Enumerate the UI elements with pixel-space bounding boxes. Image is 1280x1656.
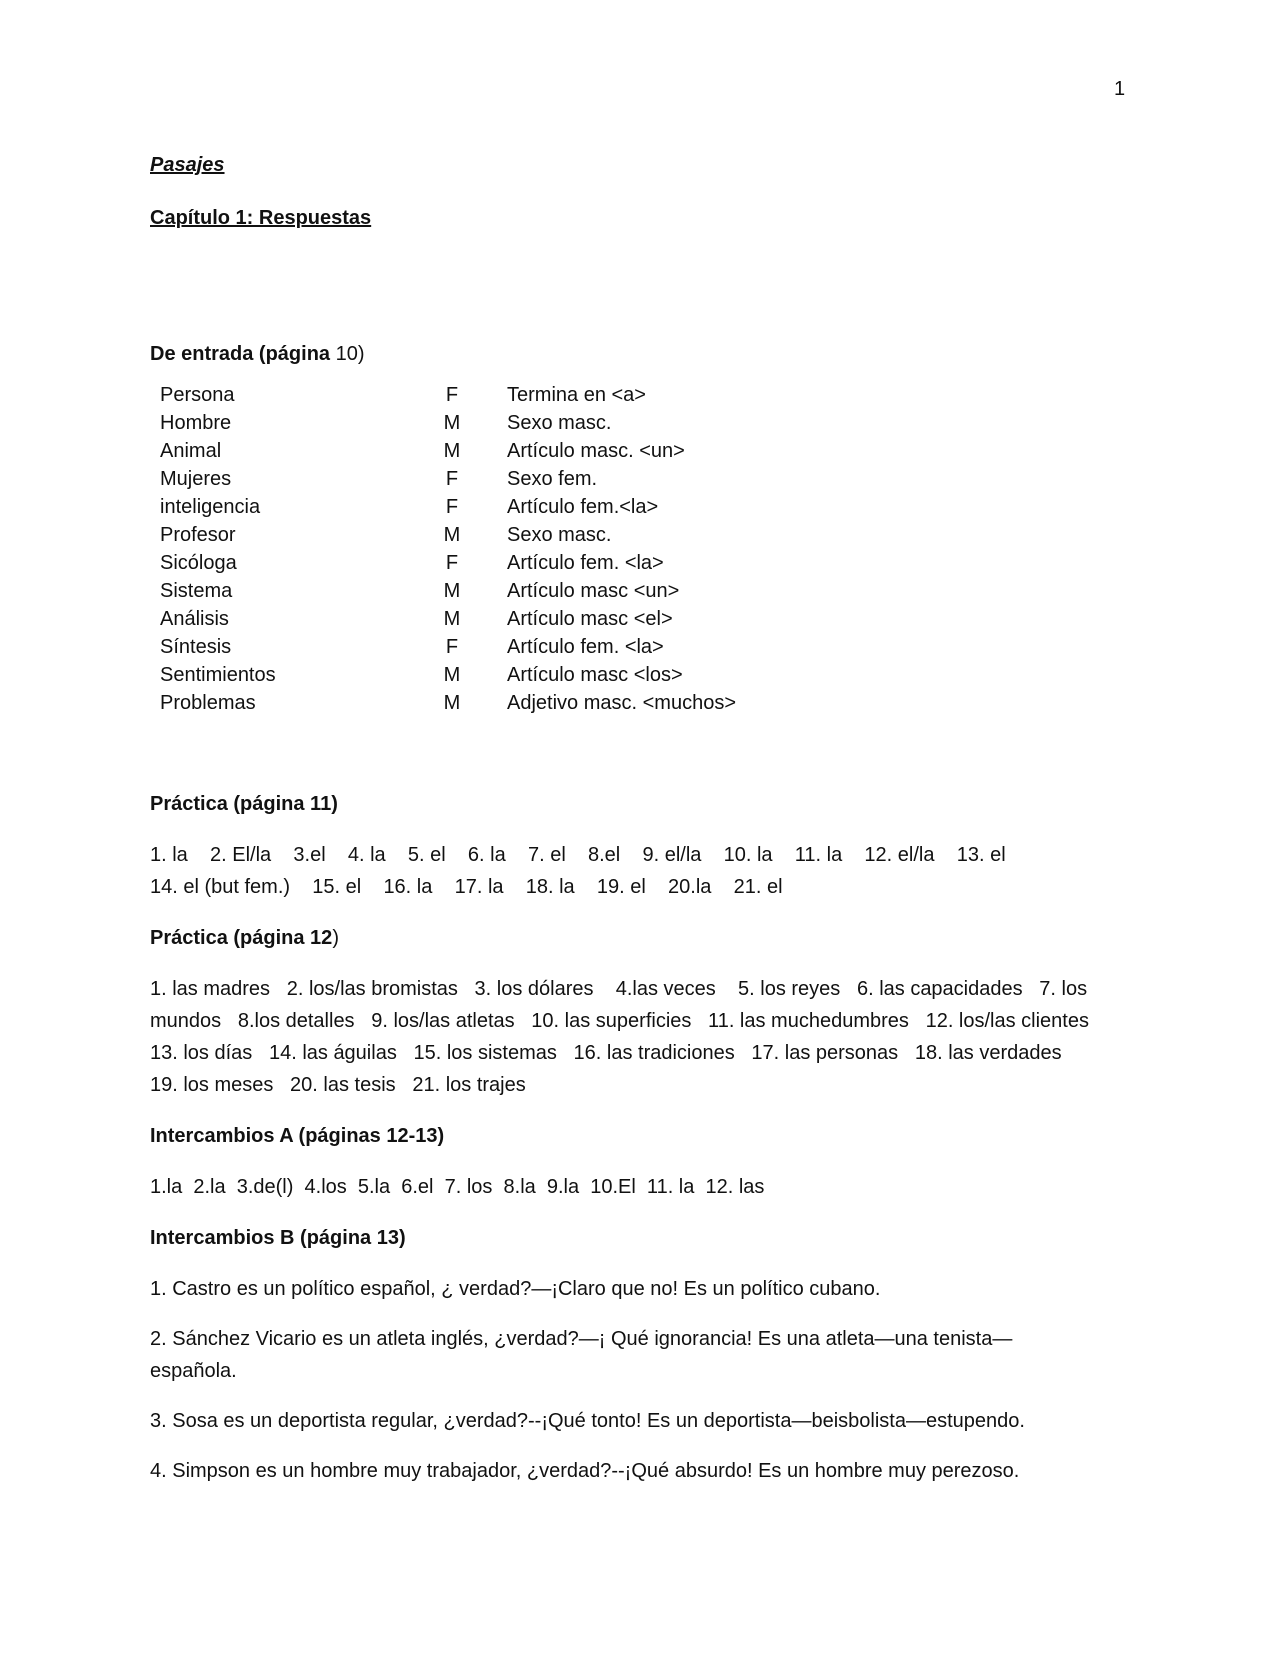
word-cell: inteligencia xyxy=(160,496,261,518)
reason-cell: Artículo fem. <la> xyxy=(507,636,664,658)
gender-cell: F xyxy=(445,468,459,490)
document-body xyxy=(150,148,1150,1487)
word-cell: Persona xyxy=(160,384,235,406)
table-row xyxy=(150,465,1150,493)
gender-cell: M xyxy=(443,580,461,602)
gender-cell: M xyxy=(443,608,461,630)
table-row xyxy=(150,409,1150,437)
word-cell: Animal xyxy=(160,440,222,462)
de-entrada-heading xyxy=(150,337,1150,371)
gender-cell: M xyxy=(443,664,461,686)
practica-12-heading-bold: Práctica (página 12 xyxy=(150,927,333,949)
reason-cell: Artículo masc. <un> xyxy=(507,440,685,462)
item-line: española. xyxy=(150,1360,237,1382)
word-cell: Mujeres xyxy=(160,468,232,490)
intercambios-b-item xyxy=(150,1323,1150,1387)
reason-cell: Sexo masc. xyxy=(507,412,612,434)
de-entrada-heading-rest: 10) xyxy=(330,343,365,365)
reason-cell: Artículo masc <el> xyxy=(507,608,673,630)
practica-12-heading xyxy=(150,921,1150,955)
practica-12-answers xyxy=(150,973,1150,1101)
word-cell: Sicóloga xyxy=(160,552,237,574)
answer-line: 1. la 2. El/la 3.el 4. la 5. el 6. la 7. el 8.el 9. el/la 10. la 11. la 12. el/la 13. el xyxy=(150,844,1006,866)
word-cell: Análisis xyxy=(160,608,229,630)
word-cell: Profesor xyxy=(160,524,236,546)
de-entrada-heading-bold: De entrada (página xyxy=(150,343,331,365)
gender-cell: F xyxy=(445,552,459,574)
word-cell: Síntesis xyxy=(160,636,232,658)
reason-cell: Artículo masc <un> xyxy=(507,580,680,602)
table-row xyxy=(150,381,1150,409)
item-line: 1. Castro es un político español, ¿ verdad?—¡Claro que no! Es un político cubano. xyxy=(150,1278,881,1300)
answer-line: 1. las madres 2. los/las bromistas 3. los dólares 4.las veces 5. los reyes 6. las capacidades 7. los xyxy=(150,978,1088,1000)
answer-line: 19. los meses 20. las tesis 21. los trajes xyxy=(150,1074,526,1096)
intercambios-b-item xyxy=(150,1405,1150,1437)
word-cell: Sistema xyxy=(160,580,233,602)
item-line: 3. Sosa es un deportista regular, ¿verdad?--¡Qué tonto! Es un deportista—beisbolista—estupendo. xyxy=(150,1410,1025,1432)
page-number: 1 xyxy=(1114,78,1126,100)
table-row xyxy=(150,605,1150,633)
table-row xyxy=(150,521,1150,549)
word-cell: Hombre xyxy=(160,412,232,434)
table-row xyxy=(150,493,1150,521)
reason-cell: Sexo masc. xyxy=(507,524,612,546)
word-cell: Sentimientos xyxy=(160,664,276,686)
reason-cell: Artículo fem.<la> xyxy=(507,496,659,518)
word-cell: Problemas xyxy=(160,692,256,714)
practica-12-heading-rest: ) xyxy=(332,927,339,949)
table-row xyxy=(150,633,1150,661)
item-line: 4. Simpson es un hombre muy trabajador, ¿verdad?--¡Qué absurdo! Es un hombre muy perezoso. xyxy=(150,1460,1020,1482)
answer-line: mundos 8.los detalles 9. los/las atletas 10. las superficies 11. las muchedumbres 12. los/las clientes xyxy=(150,1010,1089,1032)
reason-cell: Artículo masc <los> xyxy=(507,664,683,686)
table-row xyxy=(150,437,1150,465)
table-row xyxy=(150,661,1150,689)
gender-cell: F xyxy=(445,384,459,406)
gender-table xyxy=(150,381,1150,717)
table-row xyxy=(150,577,1150,605)
intercambios-a-heading: Intercambios A (páginas 12-13) xyxy=(150,1125,445,1147)
item-line: 2. Sánchez Vicario es un atleta inglés, ¿verdad?—¡ Qué ignorancia! Es una atleta—una tenista— xyxy=(150,1328,1013,1350)
gender-cell: M xyxy=(443,412,461,434)
gender-cell: M xyxy=(443,524,461,546)
practica-11-answers xyxy=(150,839,1150,903)
practica-11-heading: Práctica (página 11) xyxy=(150,793,338,815)
gender-cell: F xyxy=(445,636,459,658)
intercambios-b-heading: Intercambios B (página 13) xyxy=(150,1227,406,1249)
reason-cell: Adjetivo masc. <muchos> xyxy=(507,692,736,714)
intercambios-b-item xyxy=(150,1273,1150,1305)
answer-line: 13. los días 14. las águilas 15. los sistemas 16. las tradiciones 17. las personas 18. las verdades xyxy=(150,1042,1062,1064)
gender-cell: M xyxy=(443,692,461,714)
table-row xyxy=(150,689,1150,717)
document-title: Pasajes xyxy=(150,154,225,176)
answer-line: 14. el (but fem.) 15. el 16. la 17. la 18. la 19. el 20.la 21. el xyxy=(150,876,783,898)
gender-cell: F xyxy=(445,496,459,518)
chapter-heading: Capítulo 1: Respuestas xyxy=(150,207,372,229)
intercambios-b-item xyxy=(150,1455,1150,1487)
reason-cell: Termina en <a> xyxy=(507,384,646,406)
reason-cell: Sexo fem. xyxy=(507,468,598,490)
gender-cell: M xyxy=(443,440,461,462)
table-row xyxy=(150,549,1150,577)
reason-cell: Artículo fem. <la> xyxy=(507,552,664,574)
intercambios-a-answers: 1.la 2.la 3.de(l) 4.los 5.la 6.el 7. los 8.la 9.la 10.El 11. la 12. las xyxy=(150,1176,765,1198)
